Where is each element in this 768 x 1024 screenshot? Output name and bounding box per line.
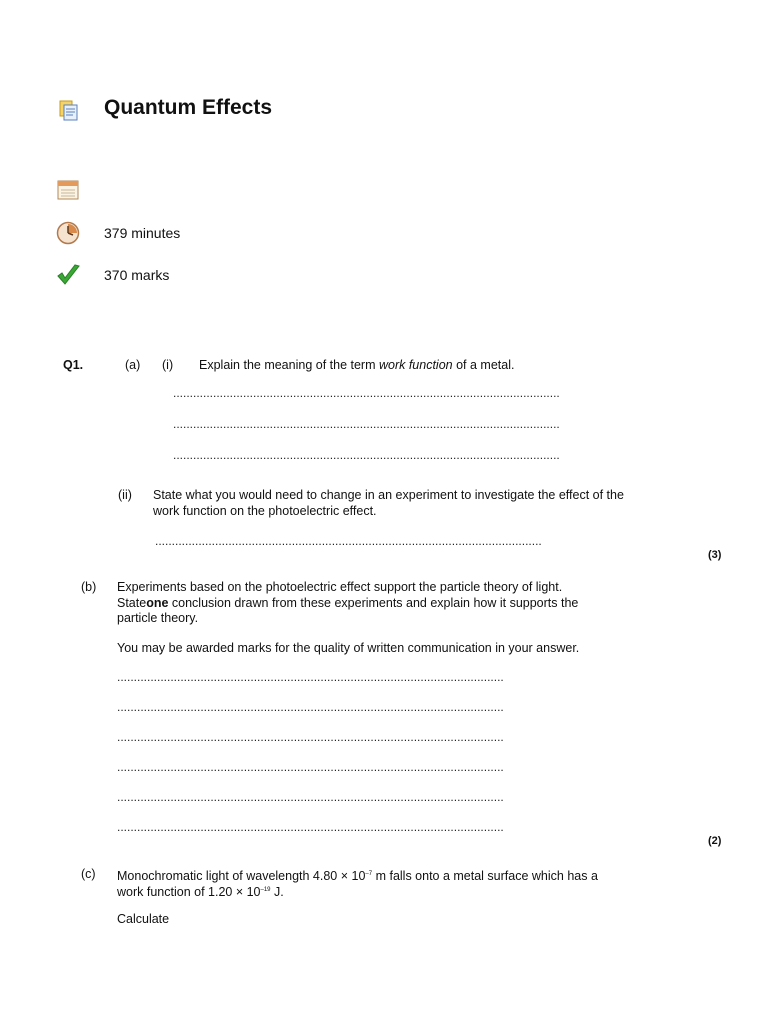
part-a-i-label: (i)	[162, 358, 174, 372]
answer-line[interactable]: ....................................................................................................................	[173, 386, 560, 400]
answer-line[interactable]: ....................................................................................................................	[117, 670, 504, 684]
question-number: Q1.	[63, 358, 84, 372]
part-b-text-line1: Experiments based on the photoelectric effect support the particle theory of light.	[117, 580, 563, 594]
part-a-label: (a)	[125, 358, 141, 372]
part-c-calculate: Calculate	[117, 912, 170, 926]
part-c-text-line1: Monochromatic light of wavelength $4.80 \times 10^{-7}$ m falls onto a metal surface which has a	[117, 869, 598, 883]
page-title: Quantum Effects	[104, 96, 273, 119]
answer-line[interactable]: ....................................................................................................................	[117, 700, 504, 714]
answer-line[interactable]: ....................................................................................................................	[117, 760, 504, 774]
marks-a: (3)	[708, 549, 722, 561]
part-a-ii-text-line1: State what you would need to change in an experiment to investigate the effect of the	[153, 488, 624, 502]
answer-line[interactable]: ....................................................................................................................	[155, 534, 542, 548]
part-a-ii-label: (ii)	[118, 488, 132, 502]
part-b-text-line3: particle theory.	[117, 611, 199, 625]
answer-line[interactable]: ....................................................................................................................	[117, 730, 504, 744]
calendar-icon	[56, 178, 80, 207]
answer-line[interactable]: ....................................................................................................................	[173, 448, 560, 462]
part-a-i-text: Explain the meaning of the term work function of a metal.	[199, 358, 515, 372]
duration-text: 379 minutes	[104, 225, 181, 241]
document-icon	[58, 100, 80, 127]
part-b-qwc-note: You may be awarded marks for the quality of written communication in your answer.	[117, 641, 580, 655]
part-a-ii-text-line2: work function on the photoelectric effect.	[153, 504, 377, 518]
answer-line[interactable]: ....................................................................................................................	[117, 820, 504, 834]
answer-line[interactable]: ....................................................................................................................	[117, 790, 504, 804]
clock-icon	[56, 221, 80, 250]
marks-b: (2)	[708, 835, 722, 847]
part-b-text-line2: Stateone conclusion drawn from these experiments and explain how it supports the	[117, 596, 579, 610]
checkmark-icon	[55, 262, 81, 293]
marks-text: 370 marks	[104, 267, 170, 283]
part-c-text-line2: work function of $1.20 \times 10^{-19}$ J.	[117, 885, 284, 899]
part-c-label: (c)	[81, 867, 96, 881]
part-b-label: (b)	[81, 580, 97, 594]
answer-line[interactable]: ....................................................................................................................	[173, 417, 560, 431]
